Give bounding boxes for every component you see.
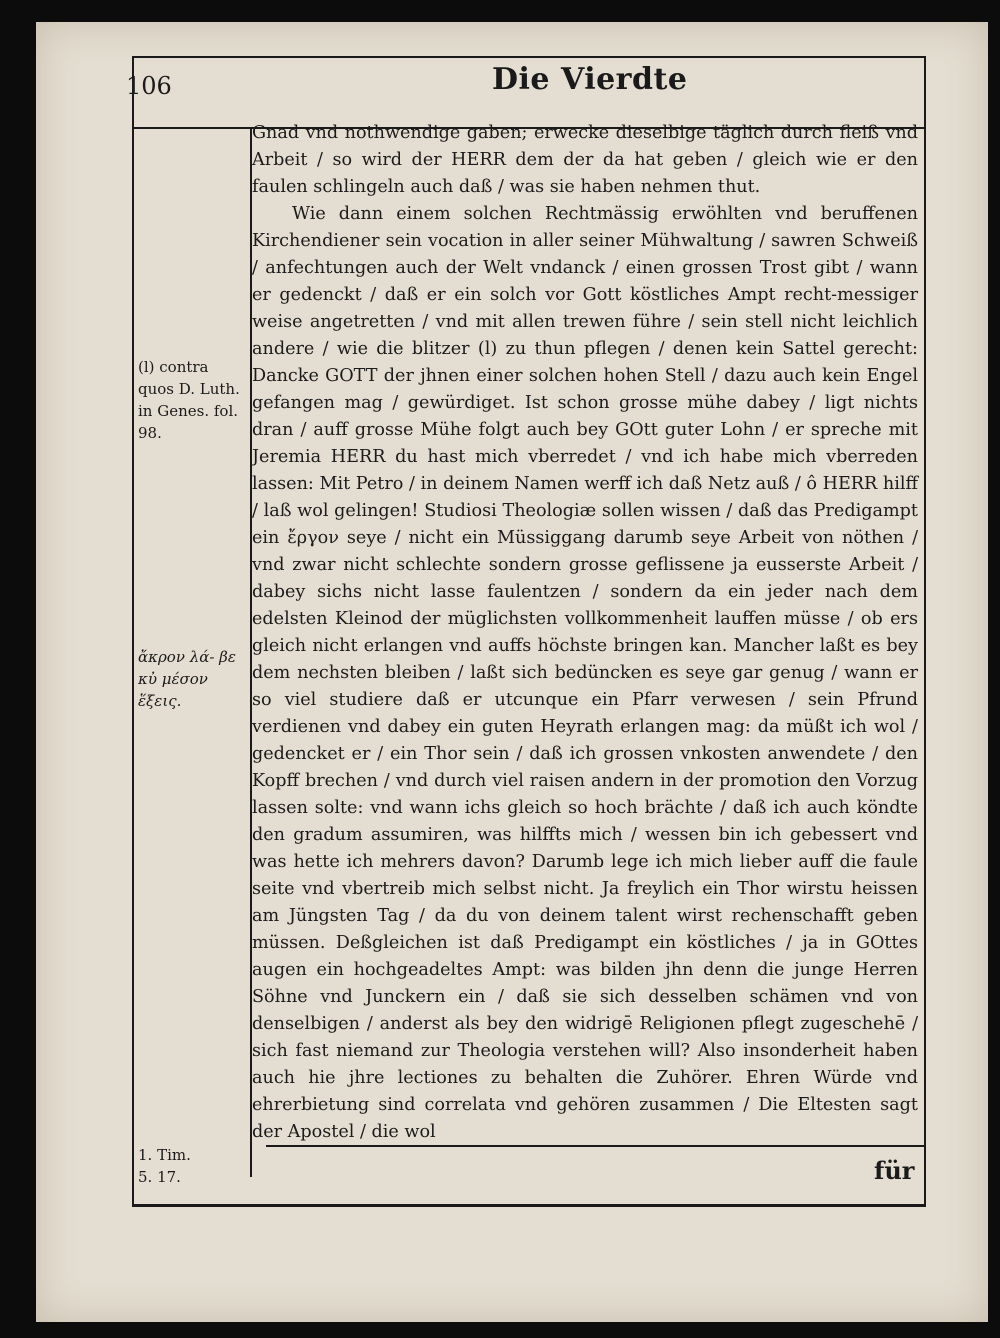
- margin-note-greek: ἄκρον λά- βε κὐ μέσον ἕξεις.: [138, 648, 236, 710]
- paragraph: Gnad vnd nothwendige gaben; erwecke dieselbige täglich durch fleiß vnd Arbeit / so wird der HERR dem der da hat geben / gleich wie er den faulen schlingeln auch daß / was sie haben nehmen thut.: [252, 123, 918, 197]
- catchword: für: [874, 1156, 915, 1185]
- margin-note-timothy: 1. Tim. 5. 17.: [138, 1146, 191, 1186]
- main-text: [252, 120, 918, 1146]
- margin-note-luther: (l) contra quos D. Luth. in Genes. fol. 98.: [138, 358, 240, 442]
- page-number: 106: [126, 72, 172, 100]
- paragraph: Wie dann einem solchen Rechtmässig erwöhlten vnd beruffenen Kirchendiener sein vocation in aller seiner Mühwaltung / sawren Schweiß / anfechtungen auch der Welt vndanck / einen grossen Trost gibt / wann er gedenckt / daß er ein solch vor Gott köstliches Ampt recht-messiger weise angetretten / vnd mit allen trewen führe / sein stell nicht leichlich andere / wie die blitzer (l) zu thun pflegen / denen kein Sattel gerecht: Dancke GOTT der jhnen einer solchen hohen Stell / dazu auch kein Engel gefangen mag / gewürdiget. Ist schon grosse mühe dabey / ligt nichts dran / auff grosse Mühe folgt auch bey GOtt guter Lohn / er spreche mit Jeremia HERR du hast mich vberredet / vnd ich habe mich vberreden lassen: Mit Petro / in deinem Namen werff ich daß Netz auß / ô HERR hilff / laß wol gelingen! Studiosi Theologiæ sollen wissen / daß das Predigampt ein ἔργον seye / nicht ein Müssiggang darumb seye Arbeit von nöthen / vnd zwar nicht schlechte sondern grosse geflissene ja eusserste Arbeit / dabey sichs nicht lasse faulentzen / sondern da ein jeder nach dem edelsten Kleinod der müglichsten vollkommenheit lauffen müsse / ob ers gleich nicht erlangen vnd auffs höchste bringen kan. Mancher laßt es bey dem nechsten bleiben / laßt sich bedüncken es seye gar genug / wann er so viel studiere daß er utcunque ein Pfarr verwesen / sein Pfrund verdienen vnd dabey ein guten Heyrath erlangen mag: da müßt ich wol / gedencket er / ein Thor sein / daß ich grossen vnkosten anwendete / den Kopff brechen / vnd durch viel raisen andern in der promotion den Vorzug lassen solte: vnd wann ichs gleich so hoch brächte / daß ich auch köndte den gradum assumiren, was hilffts mich / wessen bin ich gebessert vnd was hette ich mehrers davon? Darumb lege ich mich lieber auff die faule seite vnd vbertreib mich selbst nicht. Ja freylich ein Thor wirstu heissen am Jüngsten Tag / da du von deinem talent wirst rechenschafft geben müssen. Deßgleichen ist daß Predigampt ein köstliches / ja in GOttes augen ein hochgeadeltes Ampt: was bilden jhn denn die junge Herren Söhne vnd Junckern ein / daß sie sich desselben schämen vnd von denselbigen / anderst als bey den widrigē Religionen pflegt zugeschehē / sich fast niemand zur Theologia verstehen will? Also insonderheit haben auch hie jhre lectiones zu behalten die Zuhörer. Ehren Würde vnd ehrerbietung sind correlata vnd gehören zusammen / Die Eltesten sagt der Apostel / die wol: [252, 204, 918, 1142]
- running-head: Die Vierdte: [492, 62, 688, 97]
